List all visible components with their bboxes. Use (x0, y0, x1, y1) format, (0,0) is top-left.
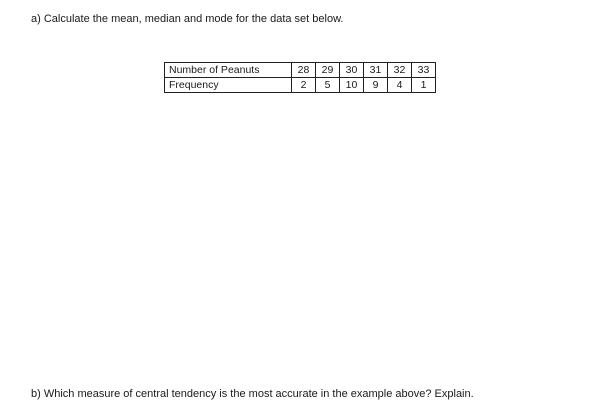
table-cell: 5 (316, 78, 340, 93)
frequency-table (164, 62, 436, 93)
table-cell: 28 (292, 63, 316, 78)
table-cell: 1 (412, 78, 436, 93)
table-row-peanuts (165, 63, 436, 78)
row-label-peanuts: Number of Peanuts (165, 63, 292, 78)
table-cell: 33 (412, 63, 436, 78)
row-label-frequency: Frequency (165, 78, 292, 93)
table-cell: 2 (292, 78, 316, 93)
table-cell: 30 (340, 63, 364, 78)
table-cell: 29 (316, 63, 340, 78)
table-row-frequency (165, 78, 436, 93)
table-cell: 10 (340, 78, 364, 93)
question-a-text: a) Calculate the mean, median and mode for the data set below. (31, 13, 344, 25)
table-cell: 32 (388, 63, 412, 78)
table-cell: 31 (364, 63, 388, 78)
table-cell: 9 (364, 78, 388, 93)
question-b-text: b) Which measure of central tendency is the most accurate in the example above? Explain. (31, 388, 474, 400)
table-cell: 4 (388, 78, 412, 93)
